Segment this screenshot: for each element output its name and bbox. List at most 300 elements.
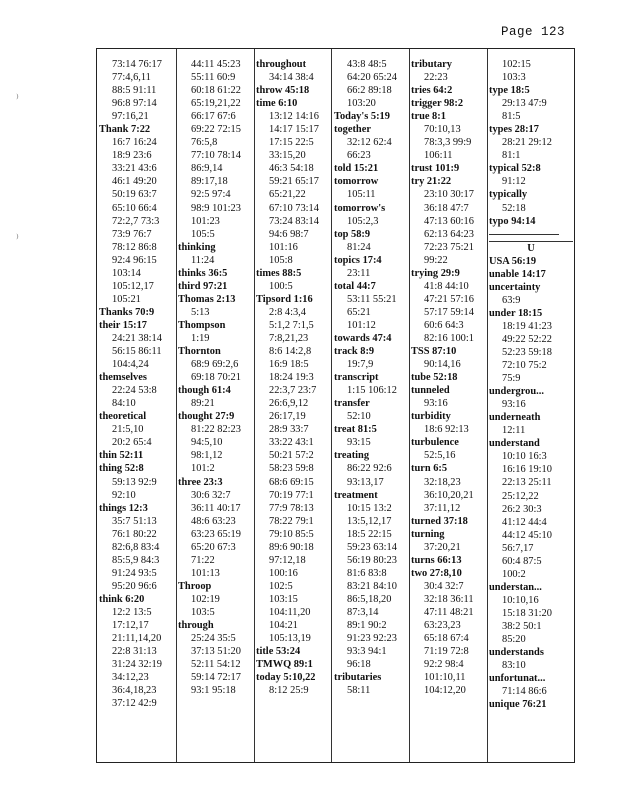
page-reference: 26:17,19 <box>269 411 306 423</box>
page-reference: 72:2,7 73:3 <box>112 215 160 227</box>
page-reference: 87:3,14 <box>347 606 379 618</box>
page-reference: 41:12 44:4 <box>502 516 547 528</box>
page-reference: 12:2 13:5 <box>112 606 152 618</box>
page-reference: 52:23 59:18 <box>502 346 552 358</box>
page-reference: 94:5,10 <box>191 437 223 449</box>
index-term: times 88:5 <box>256 267 302 279</box>
page-reference: 102:19 <box>191 593 220 605</box>
page-reference: 100:5 <box>269 280 293 292</box>
index-term: track 8:9 <box>334 346 375 358</box>
index-term: Thornton <box>178 346 221 358</box>
page-reference: 91:24 93:5 <box>112 567 157 579</box>
index-term: through <box>178 620 214 632</box>
page-reference: 95:20 96:6 <box>112 580 157 592</box>
index-term: undergrou... <box>489 386 544 398</box>
page-reference: 16:7 16:24 <box>112 137 157 149</box>
page-reference: 28:9 33:7 <box>269 424 309 436</box>
page-reference: 33:22 43:1 <box>269 437 314 449</box>
page-reference: 98:9 101:23 <box>191 202 241 214</box>
page-reference: 77:10 78:14 <box>191 150 241 162</box>
index-term: Thomas 2:13 <box>178 293 236 305</box>
index-term: typically <box>489 189 528 201</box>
page-reference: 78:22 79:1 <box>269 515 314 527</box>
page-reference: 60:4 87:5 <box>502 555 542 567</box>
page-reference: 22:3,7 23:7 <box>269 385 317 397</box>
page-reference: 105:12,17 <box>112 280 154 292</box>
index-term: transfer <box>334 398 370 410</box>
page-reference: 59:14 72:17 <box>191 672 241 684</box>
page-reference: 81:5 <box>502 111 521 123</box>
index-term: turned 37:18 <box>411 515 468 527</box>
page-reference: 101:10,11 <box>424 672 466 684</box>
page-reference: 63:23 65:19 <box>191 528 241 540</box>
page-reference: 34:12,23 <box>112 672 149 684</box>
page-reference: 59:23 63:14 <box>347 541 397 553</box>
page-reference: 103:20 <box>347 98 376 110</box>
page-reference: 85:20 <box>502 634 526 646</box>
index-term: thought 27:9 <box>178 411 235 423</box>
index-term: title 53:24 <box>256 646 301 658</box>
page-reference: 48:6 63:23 <box>191 515 236 527</box>
page-reference: 24:21 38:14 <box>112 332 162 344</box>
margin-mark: ⁾ <box>16 233 19 245</box>
page-reference: 17:12,17 <box>112 620 149 632</box>
index-term: three 23:3 <box>178 476 223 488</box>
page-reference: 13:12 14:16 <box>269 111 319 123</box>
page-reference: 11:24 <box>191 254 215 266</box>
page-reference: 8:12 25:9 <box>269 685 309 697</box>
column-divider <box>409 49 410 762</box>
page-reference: 30:6 32:7 <box>191 489 231 501</box>
page-reference: 71:14 86:6 <box>502 686 547 698</box>
page-reference: 77:9 78:13 <box>269 502 314 514</box>
index-term: TSS 87:10 <box>411 346 457 358</box>
page-reference: 12:11 <box>502 425 526 437</box>
page-reference: 56:7,17 <box>502 542 534 554</box>
page-reference: 37:13 51:20 <box>191 646 241 658</box>
page-reference: 23:10 30:17 <box>424 189 474 201</box>
page-reference: 63:9 <box>502 294 521 306</box>
page-reference: 96:8 97:14 <box>112 98 157 110</box>
page-reference: 47:13 60:16 <box>424 215 474 227</box>
page-reference: 46:1 49:20 <box>112 176 157 188</box>
page-reference: 62:13 64:23 <box>424 228 474 240</box>
page-reference: 2:8 4:3,4 <box>269 306 306 318</box>
page-reference: 66:17 67:6 <box>191 111 236 123</box>
page-reference: 55:11 60:9 <box>191 72 236 84</box>
index-term: trigger 98:2 <box>411 98 464 110</box>
page-reference: 89:6 90:18 <box>269 541 314 553</box>
page-reference: 106:11 <box>424 150 453 162</box>
section-letter: U <box>489 241 573 255</box>
index-term: understan... <box>489 581 542 593</box>
index-term: uncertainty <box>489 281 541 293</box>
index-term: typical 52:8 <box>489 163 541 175</box>
page-reference: 83:10 <box>502 660 526 672</box>
page-reference: 60:6 64:3 <box>424 319 464 331</box>
page-reference: 101:23 <box>191 215 220 227</box>
page-reference: 63:23,23 <box>424 620 461 632</box>
page-reference: 31:24 32:19 <box>112 659 162 671</box>
page-reference: 73:24 83:14 <box>269 215 319 227</box>
page-reference: 10:15 13:2 <box>347 502 392 514</box>
page-reference: 32:18 36:11 <box>424 593 474 605</box>
page-reference: 65:18 67:4 <box>424 633 469 645</box>
index-term: thing 52:8 <box>99 463 144 475</box>
page-reference: 70:19 77:1 <box>269 489 314 501</box>
index-term: towards 47:4 <box>334 332 392 344</box>
page-reference: 44:12 45:10 <box>502 529 552 541</box>
index-term: tomorrow's <box>334 202 386 214</box>
page-reference: 78:3,3 99:9 <box>424 137 472 149</box>
page-reference: 56:15 86:11 <box>112 346 162 358</box>
index-term: unfortunat... <box>489 673 546 685</box>
index-column-2 <box>178 58 253 758</box>
index-term: their 15:17 <box>99 319 148 331</box>
page-reference: 22:13 25:11 <box>502 477 552 489</box>
index-term: tomorrow <box>334 176 379 188</box>
index-column-6 <box>489 58 573 758</box>
index-term: turn 6:5 <box>411 463 448 475</box>
index-term: Today's 5:19 <box>334 111 390 123</box>
page-reference: 93:16 <box>424 398 448 410</box>
index-term: try 21:22 <box>411 176 452 188</box>
page-reference: 23:11 <box>347 267 371 279</box>
page-reference: 65:21,22 <box>269 189 306 201</box>
index-term: Thompson <box>178 319 226 331</box>
page-reference: 73:9 76:7 <box>112 228 152 240</box>
page-reference: 53:11 55:21 <box>347 293 397 305</box>
page-reference: 105:8 <box>269 254 293 266</box>
index-term: tunneled <box>411 385 450 397</box>
page-reference: 37:12 42:9 <box>112 698 157 710</box>
index-column-4 <box>334 58 408 758</box>
page-reference: 25:12,22 <box>502 490 539 502</box>
page-reference: 41:8 44:10 <box>424 280 469 292</box>
page-reference: 102:15 <box>502 59 531 70</box>
page-reference: 26:6,9,12 <box>269 398 309 410</box>
page-reference: 21:11,14,20 <box>112 633 162 645</box>
page-reference: 36:11 40:17 <box>191 502 241 514</box>
page-reference: 90:14,16 <box>424 359 461 371</box>
page-reference: 18:6 92:13 <box>424 424 469 436</box>
index-term: tributaries <box>334 672 382 684</box>
index-term: themselves <box>99 372 147 384</box>
page-reference: 43:8 48:5 <box>347 59 387 70</box>
page-reference: 76:5,8 <box>191 137 218 149</box>
column-divider <box>331 49 332 762</box>
page-reference: 92:4 96:15 <box>112 254 157 266</box>
column-divider <box>254 49 255 762</box>
page-reference: 81:22 82:23 <box>191 424 241 436</box>
page-reference: 20:2 65:4 <box>112 437 152 449</box>
page-reference: 83:21 84:10 <box>347 580 397 592</box>
page-reference: 33:21 43:6 <box>112 163 157 175</box>
page-reference: 86:9,14 <box>191 163 223 175</box>
page-reference: 81:6 83:8 <box>347 567 387 579</box>
page-reference: 18:24 19:3 <box>269 372 314 384</box>
page-reference: 81:24 <box>347 241 371 253</box>
index-term: throw 45:18 <box>256 85 310 97</box>
page-reference: 52:10 <box>347 411 371 423</box>
index-term: total 44:7 <box>334 280 376 292</box>
column-divider <box>487 49 488 762</box>
index-term: types 28:17 <box>489 124 539 136</box>
page-reference: 92:10 <box>112 489 136 501</box>
page-reference: 8:6 14:2,8 <box>269 346 312 358</box>
page-reference: 89:17,18 <box>191 176 228 188</box>
index-term: understands <box>489 647 544 659</box>
index-term: third 97:21 <box>178 280 228 292</box>
page-reference: 37:11,12 <box>424 502 461 514</box>
page-reference: 71:19 72:8 <box>424 646 469 658</box>
page-reference: 67:10 73:14 <box>269 202 319 214</box>
page-reference: 46:3 54:18 <box>269 163 314 175</box>
page-reference: 72:10 75:2 <box>502 360 547 372</box>
page-reference: 18:19 41:23 <box>502 320 552 332</box>
page-reference: 70:10,13 <box>424 124 461 136</box>
page-reference: 44:11 45:23 <box>191 59 241 70</box>
page-reference: 105:13,19 <box>269 633 311 645</box>
index-term: throughout <box>256 59 307 70</box>
page-reference: 5:13 <box>191 306 210 318</box>
page-reference: 101:2 <box>191 463 215 475</box>
page-reference: 103:3 <box>502 72 526 84</box>
page-reference: 101:12 <box>347 319 376 331</box>
index-term: time 6:10 <box>256 98 298 110</box>
index-term: tributary <box>411 59 452 70</box>
page-reference: 82:16 100:1 <box>424 332 474 344</box>
page-reference: 36:18 47:7 <box>424 202 469 214</box>
page-reference: 1:19 <box>191 332 210 344</box>
index-term: turning <box>411 528 445 540</box>
page-reference: 68:6 69:15 <box>269 476 314 488</box>
page-reference: 15:18 31:20 <box>502 607 552 619</box>
index-term: unique 76:21 <box>489 699 547 711</box>
page-reference: 103:15 <box>269 593 298 605</box>
index-term: turbidity <box>411 411 451 423</box>
page-reference: 94:6 98:7 <box>269 228 309 240</box>
index-table <box>96 48 575 763</box>
page-reference: 93:1 95:18 <box>191 685 236 697</box>
page-reference: 101:13 <box>191 567 220 579</box>
page-reference: 50:19 63:7 <box>112 189 157 201</box>
index-column-3 <box>256 58 330 758</box>
page-reference: 30:4 32:7 <box>424 580 464 592</box>
page-reference: 75:9 <box>502 373 521 385</box>
index-term: think 6:20 <box>99 593 145 605</box>
page-reference: 52:11 54:12 <box>191 659 241 671</box>
index-term: tries 64:2 <box>411 85 453 97</box>
page-reference: 103:5 <box>191 606 215 618</box>
page-reference: 5:1,2 7:1,5 <box>269 319 314 331</box>
page-reference: 28:21 29:12 <box>502 137 552 149</box>
page-reference: 76:1 80:22 <box>112 528 157 540</box>
index-term: treatment <box>334 489 378 501</box>
index-term: top 58:9 <box>334 228 371 240</box>
page-number: Page 123 <box>500 25 565 39</box>
section-rule <box>489 234 559 239</box>
page-reference: 64:20 65:24 <box>347 72 397 84</box>
page-reference: 58:11 <box>347 685 371 697</box>
page-reference: 10:10,16 <box>502 594 539 606</box>
page-reference: 88:5 91:11 <box>112 85 157 97</box>
page-reference: 69:22 72:15 <box>191 124 241 136</box>
page-reference: 77:4,6,11 <box>112 72 151 84</box>
index-column-5 <box>411 58 486 758</box>
margin-mark: ⁾ <box>16 93 19 105</box>
page-reference: 91:12 <box>502 176 526 188</box>
index-term: underneath <box>489 412 541 424</box>
page-reference: 32:18,23 <box>424 476 461 488</box>
index-term: tube 52:18 <box>411 372 458 384</box>
index-term: today 5:10,22 <box>256 672 316 684</box>
index-term: topics 17:4 <box>334 254 382 266</box>
page-reference: 85:5,9 84:3 <box>112 554 160 566</box>
page-reference: 93:15 <box>347 437 371 449</box>
page-reference: 65:21 <box>347 306 371 318</box>
index-term: Thank 7:22 <box>99 124 151 136</box>
page-reference: 102:5 <box>269 580 293 592</box>
page-reference: 18:9 23:6 <box>112 150 152 162</box>
page-reference: 7:8,21,23 <box>269 332 309 344</box>
column-divider <box>176 49 177 762</box>
page-reference: 105:2,3 <box>347 215 379 227</box>
page-reference: 86:5,18,20 <box>347 593 392 605</box>
index-term: two 27:8,10 <box>411 567 462 579</box>
page-reference: 66:23 <box>347 150 371 162</box>
index-term: thinks 36:5 <box>178 267 228 279</box>
index-term: understand <box>489 438 540 450</box>
page-reference: 52:18 <box>502 202 526 214</box>
page-reference: 105:21 <box>112 293 141 305</box>
page-reference: 89:21 <box>191 398 215 410</box>
page-reference: 92:5 97:4 <box>191 189 231 201</box>
page-reference: 60:18 61:22 <box>191 85 241 97</box>
index-term: true 8:1 <box>411 111 446 123</box>
index-term: thinking <box>178 241 216 253</box>
page-reference: 66:2 89:18 <box>347 85 392 97</box>
page-reference: 47:11 48:21 <box>424 606 474 618</box>
page-reference: 92:2 98:4 <box>424 659 464 671</box>
page-reference: 38:2 50:1 <box>502 620 542 632</box>
page-reference: 10:10 16:3 <box>502 451 547 463</box>
page-reference: 97:16,21 <box>112 111 149 123</box>
page-reference: 56:19 80:23 <box>347 554 397 566</box>
page-reference: 100:2 <box>502 568 526 580</box>
page-reference: 47:21 57:16 <box>424 293 474 305</box>
page-reference: 81:1 <box>502 150 521 162</box>
page-reference: 37:20,21 <box>424 541 461 553</box>
page-reference: 36:4,18,23 <box>112 685 157 697</box>
page-reference: 13:5,12,17 <box>347 515 392 527</box>
page-reference: 104:4,24 <box>112 359 149 371</box>
index-term: though 61:4 <box>178 385 231 397</box>
index-term: Throop <box>178 580 212 592</box>
index-term: USA 56:19 <box>489 255 537 267</box>
index-term: type 18:5 <box>489 85 530 97</box>
page-reference: 26:2 30:3 <box>502 503 542 515</box>
index-term: Tipsord 1:16 <box>256 293 313 305</box>
page-reference: 97:12,18 <box>269 554 306 566</box>
page-reference: 19:7,9 <box>347 359 374 371</box>
index-term: told 15:21 <box>334 163 379 175</box>
page-reference: 99:22 <box>424 254 448 266</box>
page-reference: 73:14 76:17 <box>112 59 162 70</box>
index-term: trust 101:9 <box>411 163 460 175</box>
index-column-1 <box>99 58 175 758</box>
index-term: TMWQ 89:1 <box>256 659 313 671</box>
index-term: trying 29:9 <box>411 267 460 279</box>
page-reference: 29:13 47:9 <box>502 98 547 110</box>
page-reference: 57:17 59:14 <box>424 306 474 318</box>
page-reference: 16:9 18:5 <box>269 359 309 371</box>
index-term: typo 94:14 <box>489 215 536 227</box>
page-reference: 21:5,10 <box>112 424 144 436</box>
page-reference: 84:10 <box>112 398 136 410</box>
page-reference: 65:19,21,22 <box>191 98 241 110</box>
page-reference: 105:11 <box>347 189 376 201</box>
page-reference: 22:24 53:8 <box>112 385 157 397</box>
page-reference: 52:5,16 <box>424 450 456 462</box>
page-reference: 98:1,12 <box>191 450 223 462</box>
page-reference: 59:13 92:9 <box>112 476 157 488</box>
page-reference: 71:22 <box>191 554 215 566</box>
page-reference: 68:9 69:2,6 <box>191 359 239 371</box>
index-term: Thanks 70:9 <box>99 306 155 318</box>
page-reference: 79:10 85:5 <box>269 528 314 540</box>
index-term: turns 66:13 <box>411 554 462 566</box>
page-reference: 50:21 57:2 <box>269 450 314 462</box>
page-reference: 16:16 19:10 <box>502 464 552 476</box>
page-reference: 18:5 22:15 <box>347 528 392 540</box>
page-reference: 59:21 65:17 <box>269 176 319 188</box>
page-reference: 1:15 106:12 <box>347 385 397 397</box>
index-term: together <box>334 124 371 136</box>
page-reference: 104:11,20 <box>269 606 311 618</box>
index-term: turbulence <box>411 437 459 449</box>
page-reference: 65:10 66:4 <box>112 202 157 214</box>
index-term: theoretical <box>99 411 147 423</box>
page-reference: 17:15 22:5 <box>269 137 314 149</box>
page-reference: 96:18 <box>347 659 371 671</box>
page-reference: 14:17 15:17 <box>269 124 319 136</box>
page-reference: 93:16 <box>502 399 526 411</box>
page-reference: 91:23 92:23 <box>347 633 397 645</box>
page-reference: 35:7 51:13 <box>112 515 157 527</box>
page-reference: 72:23 75:21 <box>424 241 474 253</box>
index-term: treat 81:5 <box>334 424 377 436</box>
page-reference: 34:14 38:4 <box>269 72 314 84</box>
page-reference: 78:12 86:8 <box>112 241 157 253</box>
page-reference: 69:18 70:21 <box>191 372 241 384</box>
page-reference: 105:5 <box>191 228 215 240</box>
page-reference: 86:22 92:6 <box>347 463 392 475</box>
page-reference: 32:12 62:4 <box>347 137 392 149</box>
index-term: thin 52:11 <box>99 450 144 462</box>
index-term: under 18:15 <box>489 307 543 319</box>
page-reference: 103:14 <box>112 267 141 279</box>
page-reference: 101:16 <box>269 241 298 253</box>
page-reference: 33:15,20 <box>269 150 306 162</box>
page-reference: 100:16 <box>269 567 298 579</box>
index-term: things 12:3 <box>99 502 148 514</box>
page-reference: 22:23 <box>424 72 448 84</box>
page-reference: 25:24 35:5 <box>191 633 236 645</box>
page-reference: 22:8 31:13 <box>112 646 157 658</box>
page-reference: 36:10,20,21 <box>424 489 474 501</box>
page-reference: 82:6,8 83:4 <box>112 541 160 553</box>
